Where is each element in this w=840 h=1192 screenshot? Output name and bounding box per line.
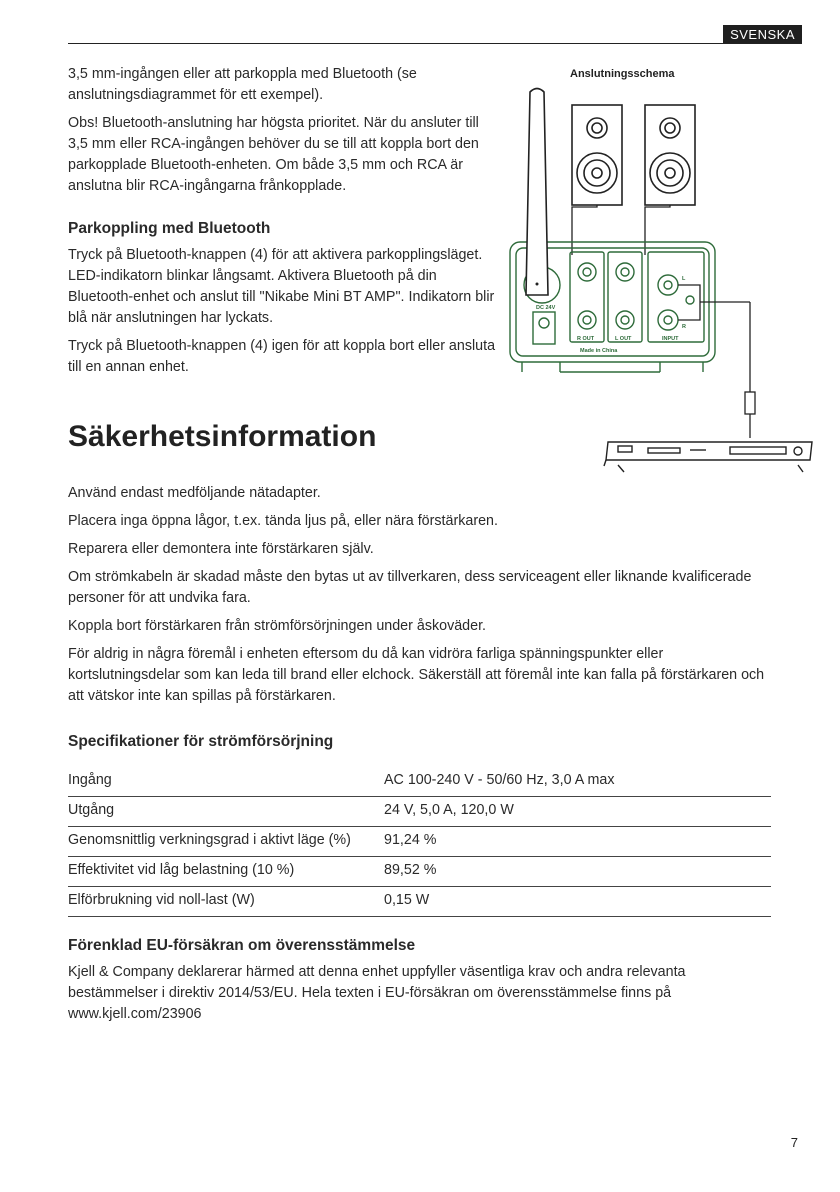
- safety-heading: Säkerhetsinformation: [68, 420, 377, 453]
- antenna-icon: [526, 89, 548, 296]
- spec-value: 89,52 %: [384, 857, 771, 887]
- pairing-section: [68, 218, 500, 385]
- diagram-title: Anslutningsschema: [570, 68, 675, 80]
- amp-dc-label: DC 24V: [536, 305, 556, 311]
- spec-label: Ingång: [68, 767, 384, 797]
- amp-lout-label: L OUT: [615, 336, 632, 342]
- safety-item: Reparera eller demontera inte förstärkaren själv.: [68, 541, 374, 557]
- speaker-right-icon: [645, 105, 695, 205]
- amp-input-label: INPUT: [662, 336, 679, 342]
- intro-paragraph-2: Obs! Bluetooth-anslutning har högsta prioritet. När du ansluter till 3,5 mm eller RCA-ingången behöver du se till att koppla bort den parkopplade Bluetooth-enheten. Om både 3,5 mm och RCA är anslutna blir RCA-ingångarna frånkopplade.: [68, 115, 479, 194]
- safety-item: Placera inga öppna lågor, t.ex. tända ljus på, eller nära förstärkaren.: [68, 513, 498, 529]
- eu-heading: Förenklad EU-försäkran om överensstämmelse: [68, 937, 416, 954]
- safety-item: Använd endast medföljande nätadapter.: [68, 485, 321, 501]
- pairing-paragraph-1: Tryck på Bluetooth-knappen (4) för att aktivera parkopplingsläget. LED-indikatorn blinkar långsamt. Aktivera Bluetooth på din Bluetooth-enhet och anslut till "Nikabe Mini BT AMP". Indikatorn blir blå när anslutningen har lyckats.: [68, 247, 495, 326]
- table-row: [68, 827, 771, 857]
- amp-r-label: R: [682, 324, 686, 330]
- spec-value: 0,15 W: [384, 887, 771, 917]
- table-row: [68, 767, 771, 797]
- page-number: 7: [790, 1135, 798, 1150]
- spec-label: Genomsnittlig verkningsgrad i aktivt läge (%): [68, 827, 384, 857]
- language-tab: SVENSKA: [723, 25, 802, 44]
- spec-value: 91,24 %: [384, 827, 771, 857]
- intro-paragraph-1: 3,5 mm-ingången eller att parkoppla med Bluetooth (se anslutningsdiagrammet för ett exempel).: [68, 66, 417, 103]
- table-row: [68, 887, 771, 917]
- safety-list: [68, 483, 770, 714]
- amp-l-label: L: [682, 276, 686, 282]
- amp-made-label: Made in China: [580, 348, 618, 354]
- connection-diagram: [500, 80, 820, 480]
- speaker-left-icon: [572, 105, 622, 205]
- eu-text: Kjell & Company deklarerar härmed att denna enhet uppfyller väsentliga krav och andra relevanta bestämmelser i direktiv 2014/53/EU. Hela texten i EU-försäkran om överensstämmelse finns på www.kjell.com/23906: [68, 964, 686, 1022]
- spec-value: AC 100-240 V - 50/60 Hz, 3,0 A max: [384, 767, 771, 797]
- media-player-icon: [604, 442, 812, 472]
- pairing-paragraph-2: Tryck på Bluetooth-knappen (4) igen för att koppla bort eller ansluta till en annan enhet.: [68, 338, 496, 375]
- spec-label: Elförbrukning vid noll-last (W): [68, 887, 384, 917]
- safety-item: Om strömkabeln är skadad måste den bytas ut av tillverkaren, dess serviceagent eller liknande kvalificerade personer för att undvika fara.: [68, 569, 752, 606]
- pairing-heading: Parkoppling med Bluetooth: [68, 220, 271, 237]
- safety-item: För aldrig in några föremål i enheten eftersom du då kan vidröra farliga spänningspunkter eller kortslutningsdelar som kan leda till brand eller elchock. Säkerställ att föremål inte kan falla på förstärkaren och att vätskor inte kan spillas på förstärkaren.: [68, 646, 765, 704]
- intro-section: [68, 64, 500, 204]
- specs-heading: Specifikationer för strömförsörjning: [68, 733, 334, 750]
- spec-value: 24 V, 5,0 A, 120,0 W: [384, 797, 771, 827]
- header-rule: [68, 43, 802, 44]
- spec-label: Utgång: [68, 797, 384, 827]
- specs-table: [68, 767, 771, 917]
- safety-item: Koppla bort förstärkaren från strömförsörjningen under åskoväder.: [68, 618, 487, 634]
- spec-label: Effektivitet vid låg belastning (10 %): [68, 857, 384, 887]
- table-row: [68, 797, 771, 827]
- table-row: [68, 857, 771, 887]
- amp-rout-label: R OUT: [577, 336, 595, 342]
